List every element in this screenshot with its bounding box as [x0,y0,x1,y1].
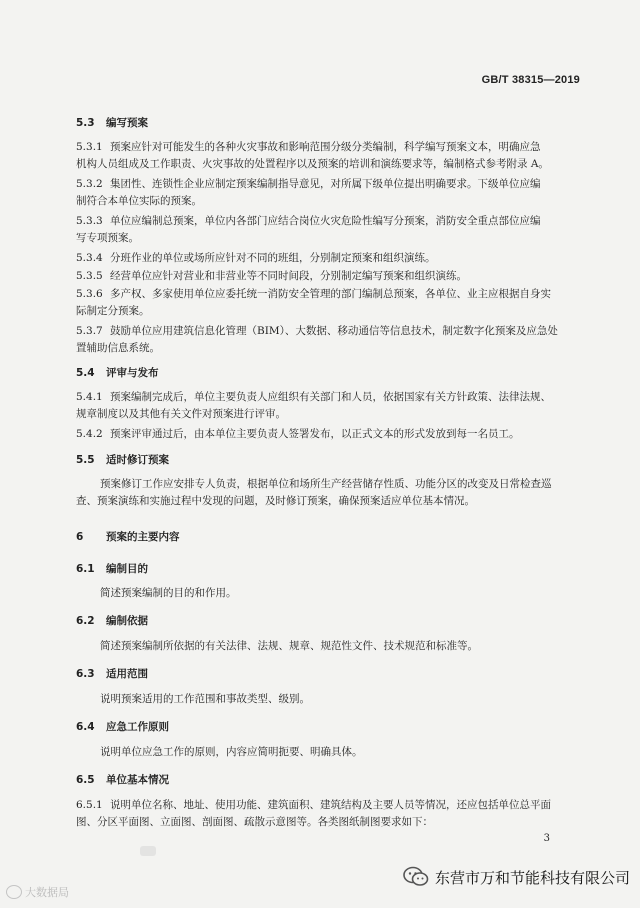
clause-text: 预案评审通过后，由本单位主要负责人签署发布，以正式文本的形式发放到每一名员工。 [110,428,520,440]
section-title: 预案的主要内容 [106,531,180,543]
section-heading [76,530,580,544]
section-title: 评审与发布 [106,367,159,379]
clause-line [76,324,580,338]
clause-text: 经营单位应针对营业和非营业等不同时间段，分别制定编写预案和组织演练。 [110,270,467,282]
section-title: 单位基本情况 [106,774,169,786]
paragraph-line: 说明预案适用的工作范围和事故类型、级别。 [100,693,310,705]
account-watermark [403,866,630,888]
section-number: 6.1 [76,563,95,575]
continuation-line: 置辅助信息系统。 [76,342,160,354]
clause-line [76,390,580,404]
watermark-right-text: 东营市万和节能科技有限公司 [434,868,630,887]
clause-line [76,798,580,812]
section-number: 5.4 [76,367,95,379]
continuation-line: 制符合本单位实际的预案。 [76,195,202,207]
continuation-line: 查、预案演练和实施过程中发现的问题，及时修订预案，确保预案适应单位基本情况。 [76,495,475,507]
clause-line [76,269,580,283]
section-number: 6.4 [76,721,95,733]
clause-number: 5.4.2 [76,428,103,440]
clause-number: 5.3.4 [76,252,103,264]
clause-text: 分班作业的单位或场所应针对不同的班组，分别制定预案和组织演练。 [110,252,436,264]
standard-code: GB/T 38315—2019 [481,74,580,86]
section-title: 适时修订预案 [106,454,169,466]
clause-line [76,427,580,441]
clause-number: 5.3.5 [76,270,103,282]
clause-line [76,140,580,154]
section-number: 6.3 [76,668,95,680]
clause-number: 5.4.1 [76,391,103,403]
clause-line [76,251,580,265]
clause-text: 预案编制完成后，单位主要负责人应组织有关部门和人员，依据国家有关方针政策、法律法规、 [110,391,551,403]
section-heading [76,720,580,734]
section-title: 编制目的 [106,563,148,575]
section-heading [76,366,580,380]
source-watermark [6,884,69,900]
paragraph-line: 说明单位应急工作的原则，内容应简明扼要、明确具体。 [100,746,363,758]
clause-text: 集团性、连锁性企业应制定预案编制指导意见，对所属下级单位提出明确要求。下级单位应编 [110,178,541,190]
section-number: 5.5 [76,454,95,466]
section-title: 编制依据 [106,615,148,627]
section-number: 6.2 [76,615,95,627]
section-title: 适用范围 [106,668,148,680]
section-heading [76,667,580,681]
clause-number: 5.3.6 [76,288,103,300]
clause-number: 6.5.1 [76,799,103,811]
clause-text: 多产权、多家使用单位应委托统一消防安全管理的部门编制总预案，各单位、业主应根据自身实 [110,288,551,300]
wechat-icon [403,866,429,888]
clause-line [76,214,580,228]
clause-text: 说明单位名称、地址、使用功能、建筑面积、建筑结构及主要人员等情况，还应包括单位总平面 [110,799,551,811]
section-number: 6.5 [76,774,95,786]
continuation-line: 写专项预案。 [76,232,139,244]
clause-line [76,287,580,301]
section-number: 5.3 [76,117,95,129]
clause-number: 5.3.3 [76,215,103,227]
section-heading [76,453,580,467]
paragraph-line: 简述预案编制的目的和作用。 [100,587,237,599]
section-number: 6 [76,531,84,543]
clause-text: 单位应编制总预案，单位内各部门应结合岗位火灾危险性编写分预案，消防安全重点部位应编 [110,215,541,227]
section-title: 应急工作原则 [106,721,169,733]
section-heading [76,614,580,628]
continuation-line: 图、分区平面图、立面图、剖面图、疏散示意图等。各类图纸制图要求如下： [76,816,433,828]
watermark-logo-icon [6,885,22,899]
section-heading [76,773,580,787]
page-number: 3 [543,833,550,844]
section-heading [76,562,580,576]
continuation-line: 际制定分预案。 [76,305,150,317]
clause-number: 5.3.7 [76,325,103,337]
clause-number: 5.3.2 [76,178,103,190]
continuation-line: 机构人员组成及工作职责、火灾事故的处置程序以及预案的培训和演练要求等，编制格式参考附录 A。 [76,158,549,170]
paragraph-line: 简述预案编制所依据的有关法律、法规、规章、规范性文件、技术规范和标准等。 [100,640,478,652]
section-heading [76,116,580,130]
scan-smudge [140,846,156,856]
clause-text: 鼓励单位应用建筑信息化管理（BIM）、大数据、移动通信等信息技术，制定数字化预案及应急处 [110,325,558,337]
clause-text: 预案应针对可能发生的各种火灾事故和影响范围分级分类编制，科学编写预案文本，明确应急 [110,141,541,153]
clause-line [76,177,580,191]
paragraph-line: 预案修订工作应安排专人负责，根据单位和场所生产经营储存性质、功能分区的改变及日常检查巡 [100,478,552,490]
clause-number: 5.3.1 [76,141,103,153]
watermark-left-text: 大数据局 [25,886,69,899]
continuation-line: 规章制度以及其他有关文件对预案进行评审。 [76,408,286,420]
section-title: 编写预案 [106,117,148,129]
